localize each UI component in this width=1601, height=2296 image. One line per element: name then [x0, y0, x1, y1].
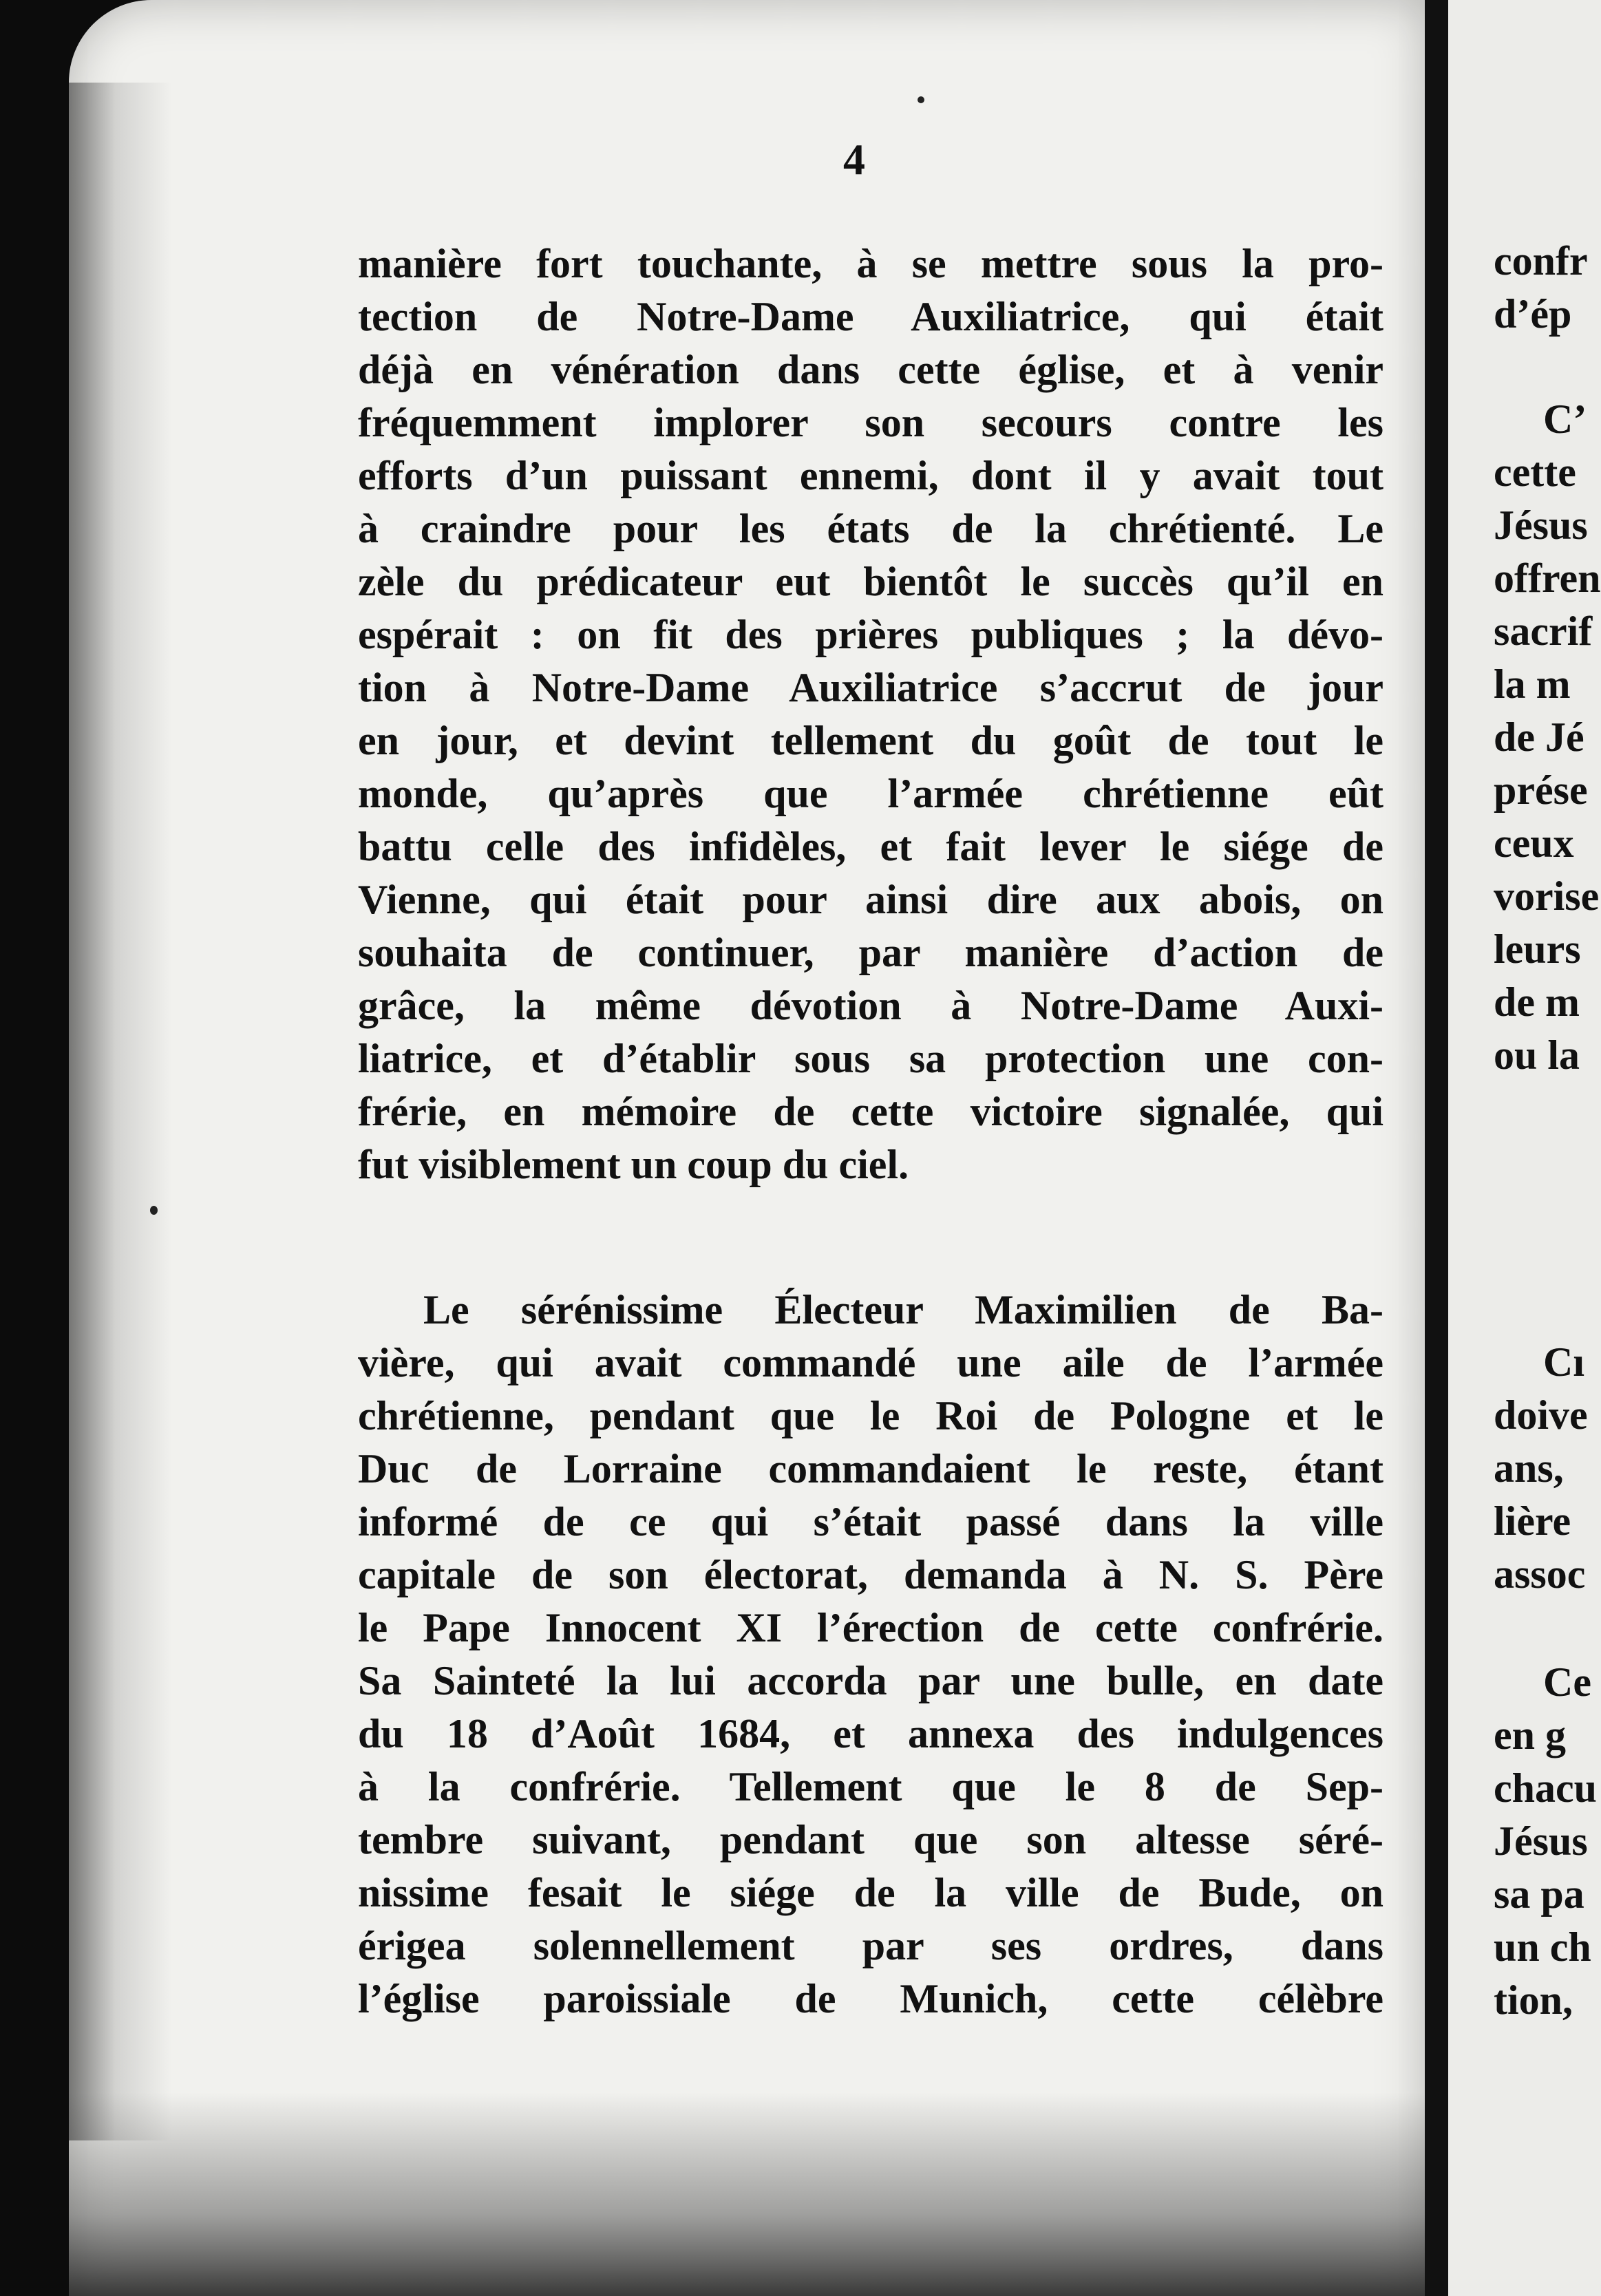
text-line: du 18 d’Août 1684, et annexa des indulgences — [358, 1711, 1383, 1756]
text-line: capitale de son électorat, demanda à N. S. Père — [358, 1552, 1383, 1597]
facing-line: offren — [1494, 555, 1601, 601]
text-line: tection de Notre-Dame Auxiliatrice, qui était — [358, 294, 1383, 339]
text-line: battu celle des infidèles, et fait lever le siége de — [358, 824, 1383, 869]
text-line: souhaita de continuer, par manière d’action de — [358, 930, 1383, 975]
paragraph-1 — [358, 237, 1383, 1191]
facing-line: lière — [1494, 1498, 1571, 1544]
text-line: en jour, et devint tellement du goût de tout le — [358, 718, 1383, 763]
facing-line: C’ — [1543, 396, 1587, 442]
ink-speck — [918, 96, 924, 103]
facing-line: Jésus — [1494, 502, 1588, 548]
text-line: frérie, en mémoire de cette victoire signalée, qui — [358, 1089, 1383, 1134]
text-line: espérait : on fit des prières publiques ; la dévo- — [358, 612, 1383, 657]
text-line: à la confrérie. Tellement que le 8 de Sep- — [358, 1764, 1383, 1809]
facing-line: vorise — [1494, 873, 1600, 919]
facing-line: tion, — [1494, 1977, 1573, 2023]
facing-line: confr — [1494, 238, 1588, 284]
page-shadow-bottom — [69, 2092, 1439, 2296]
facing-line: de m — [1494, 979, 1580, 1025]
text-line: manière fort touchante, à se mettre sous la pro- — [358, 241, 1383, 286]
text-line: Vienne, qui était pour ainsi dire aux abois, on — [358, 877, 1383, 922]
facing-line: leurs — [1494, 926, 1581, 972]
facing-line: sacrif — [1494, 608, 1593, 654]
text-line: zèle du prédicateur eut bientôt le succès qu’il en — [358, 559, 1383, 604]
facing-line: chacu — [1494, 1765, 1597, 1811]
text-line: fréquemment implorer son secours contre les — [358, 400, 1383, 445]
paragraph-2 — [358, 1284, 1383, 2026]
text-line: le Pape Innocent XI l’érection de cette confrérie. — [358, 1605, 1383, 1650]
page-number: 4 — [843, 135, 865, 184]
text-line: efforts d’un puissant ennemi, dont il y avait tout — [358, 453, 1383, 498]
text-line: tion à Notre-Dame Auxiliatrice s’accrut de jour — [358, 665, 1383, 710]
facing-line: doive — [1494, 1392, 1588, 1438]
facing-line: de Jé — [1494, 714, 1584, 760]
text-line: liatrice, et d’établir sous sa protection une con- — [358, 1036, 1383, 1081]
text-line: Le sérénissime Électeur Maximilien de Ba- — [423, 1287, 1383, 1332]
facing-line: Jésus — [1494, 1818, 1588, 1864]
ink-speck — [150, 1206, 158, 1215]
text-line: érigea solennellement par ses ordres, dans — [358, 1923, 1383, 1968]
facing-line: assoc — [1494, 1551, 1586, 1597]
facing-line: ou la — [1494, 1032, 1580, 1078]
text-line: chrétienne, pendant que le Roi de Pologne et le — [358, 1393, 1383, 1438]
text-line: Sa Sainteté la lui accorda par une bulle, en date — [358, 1658, 1383, 1703]
facing-line: prése — [1494, 767, 1588, 813]
text-line: monde, qu’après que l’armée chrétienne eût — [358, 771, 1383, 816]
text-line: fut visiblement un coup du ciel. — [358, 1142, 909, 1187]
text-line: l’église paroissiale de Munich, cette célèbre — [358, 1976, 1383, 2021]
text-line: vière, qui avait commandé une aile de l’armée — [358, 1340, 1383, 1385]
text-line: informé de ce qui s’était passé dans la ville — [358, 1499, 1383, 1544]
book-gutter — [1425, 0, 1448, 2296]
text-line: tembre suivant, pendant que son altesse séré- — [358, 1817, 1383, 1862]
facing-line: Ce — [1543, 1659, 1591, 1705]
text-line: déjà en vénération dans cette église, et à venir — [358, 347, 1383, 392]
facing-line: ceux — [1494, 820, 1574, 866]
page-shadow-left — [69, 83, 172, 2140]
facing-line: cette — [1494, 449, 1576, 495]
facing-line: sa pa — [1494, 1871, 1584, 1917]
facing-line: d’ép — [1494, 291, 1572, 337]
text-line: grâce, la même dévotion à Notre-Dame Auxi- — [358, 983, 1383, 1028]
text-line: Duc de Lorraine commandaient le reste, étant — [358, 1446, 1383, 1491]
text-line: nissime fesait le siége de la ville de Bude, on — [358, 1870, 1383, 1915]
text-line: à craindre pour les états de la chrétienté. Le — [358, 506, 1383, 551]
facing-page — [1448, 0, 1601, 2296]
facing-line: un ch — [1494, 1924, 1591, 1970]
facing-line: ans, — [1494, 1445, 1564, 1491]
facing-line: la m — [1494, 661, 1571, 707]
facing-line: en g — [1494, 1712, 1566, 1758]
facing-line: Cı — [1543, 1339, 1584, 1385]
